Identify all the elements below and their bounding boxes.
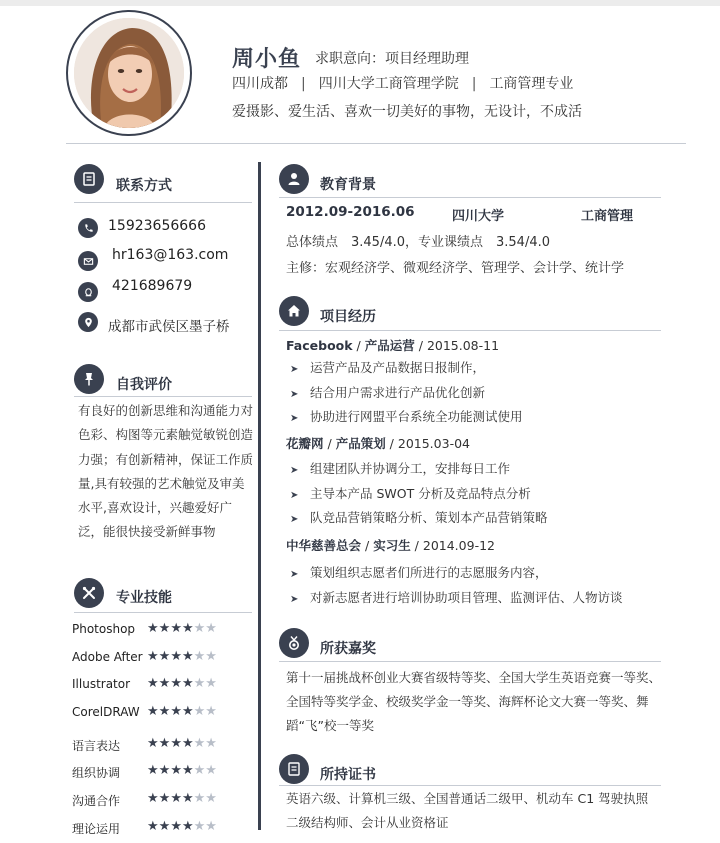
- email-text: hr163@163.com: [112, 247, 229, 263]
- star-empty-icon: ★: [193, 649, 206, 664]
- slash-separator: /: [361, 538, 374, 553]
- star-empty-icon: ★: [205, 704, 217, 719]
- star-filled-icon: ★: [181, 819, 194, 834]
- certs-line-1: 英语六级、计算机三级、全国普通话二级甲、机动车 C1 驾驶执照: [286, 791, 649, 806]
- star-filled-icon: ★: [170, 704, 182, 719]
- bullet-text: 运营产品及产品数据日报制作，: [310, 360, 486, 375]
- skill-rating: [147, 819, 217, 834]
- contact-divider: [74, 202, 252, 203]
- project-heading: [286, 536, 495, 554]
- star-empty-icon: ★: [205, 676, 217, 691]
- slash-separator: /: [352, 338, 365, 353]
- awards-section-title: 所获嘉奖: [320, 641, 376, 657]
- education-major: 工商管理: [581, 209, 634, 224]
- star-filled-icon: ★: [147, 791, 159, 806]
- education-divider: [279, 197, 661, 198]
- candidate-name: 周小鱼: [232, 47, 302, 72]
- star-empty-icon: ★: [193, 621, 206, 636]
- contact-section-icon: [74, 164, 104, 194]
- project-role: 实习生: [373, 538, 411, 553]
- star-filled-icon: ★: [147, 621, 159, 636]
- school-text: 四川大学工商管理学院: [318, 76, 459, 92]
- skill-rating: [147, 736, 217, 751]
- arrow-bullet-icon: ➤: [290, 489, 299, 501]
- star-empty-icon: ★: [205, 736, 217, 751]
- project-bullet: [290, 588, 623, 606]
- project-role: 产品运营: [364, 338, 415, 353]
- project-bullet: [290, 383, 485, 401]
- skill-rating: [147, 676, 217, 691]
- project-org: 花瓣网: [286, 436, 324, 451]
- slash-separator: /: [385, 436, 398, 451]
- bullet-text: 协助进行网盟平台系统全功能测试使用: [310, 409, 523, 424]
- star-filled-icon: ★: [181, 763, 194, 778]
- star-filled-icon: ★: [147, 649, 159, 664]
- project-date: 2015.08-11: [426, 338, 500, 353]
- star-filled-icon: ★: [147, 819, 159, 834]
- personal-motto: 爱摄影、爱生活、喜欢一切美好的事物，无设计，不成活: [232, 104, 582, 120]
- arrow-bullet-icon: ➤: [290, 593, 299, 605]
- project-org: Facebook: [286, 338, 353, 353]
- project-bullet: [290, 358, 485, 376]
- arrow-bullet-icon: ➤: [290, 569, 299, 580]
- bullet-text: 策划组织志愿者们所进行的志愿服务内容，: [310, 565, 548, 580]
- skill-label: 语言表达: [72, 739, 121, 753]
- star-filled-icon: ★: [158, 704, 171, 719]
- skills-section-icon: [74, 578, 104, 608]
- skill-label: 组织协调: [72, 766, 121, 780]
- star-empty-icon: ★: [205, 621, 217, 636]
- self-eval-section-icon: [74, 364, 104, 394]
- separator: |: [301, 76, 306, 92]
- star-filled-icon: ★: [158, 649, 171, 664]
- projects-section-icon: [279, 296, 309, 326]
- star-empty-icon: ★: [205, 791, 217, 806]
- bullet-text: 队竞品营销策略分析、策划本产品营销策略: [310, 510, 548, 525]
- arrow-bullet-icon: ➤: [290, 514, 299, 525]
- project-bullet: [290, 563, 548, 581]
- education-section-icon: [279, 164, 309, 194]
- location-text: 四川成都: [232, 76, 288, 92]
- star-filled-icon: ★: [158, 676, 171, 691]
- star-filled-icon: ★: [147, 763, 159, 778]
- skill-label: Photoshop: [72, 622, 136, 636]
- star-filled-icon: ★: [158, 819, 171, 834]
- column-divider: [258, 162, 261, 830]
- skills-divider: [74, 612, 252, 613]
- star-empty-icon: ★: [193, 819, 206, 834]
- arrow-bullet-icon: ➤: [290, 413, 299, 424]
- star-filled-icon: ★: [181, 676, 194, 691]
- star-filled-icon: ★: [170, 676, 182, 691]
- arrow-bullet-icon: ➤: [290, 364, 299, 375]
- star-filled-icon: ★: [181, 649, 194, 664]
- job-intent: 求职意向：项目经理助理: [315, 51, 469, 67]
- education-school: 四川大学: [452, 209, 505, 224]
- certs-line-2: 二级结构师、会计从业资格证: [286, 815, 449, 830]
- star-filled-icon: ★: [158, 791, 171, 806]
- email-icon: [78, 251, 98, 271]
- qq-text: 421689679: [112, 278, 193, 294]
- bullet-text: 主导本产品 SWOT 分析及竞品特点分析: [310, 485, 531, 501]
- education-courses: 主修：宏观经济学、微观经济学、管理学、会计学、统计学: [286, 261, 625, 276]
- star-filled-icon: ★: [170, 649, 182, 664]
- slash-separator: /: [410, 538, 423, 553]
- header-divider: [66, 143, 686, 144]
- self-eval-text: 有良好的创新思维和沟通能力对色彩、构图等元素触觉敏锐创造力强；有创新精神，保证工作质量,具有较强的艺术触觉及审美水平,喜欢设计，兴趣爱好广泛，能很快接受新鲜事物: [78, 403, 254, 540]
- star-filled-icon: ★: [181, 791, 194, 806]
- star-filled-icon: ★: [158, 621, 171, 636]
- star-empty-icon: ★: [193, 736, 206, 751]
- star-filled-icon: ★: [147, 736, 159, 751]
- basic-info-line: [232, 73, 573, 93]
- star-empty-icon: ★: [193, 791, 206, 806]
- star-filled-icon: ★: [170, 736, 182, 751]
- location-pin-icon: [78, 312, 98, 332]
- star-filled-icon: ★: [181, 621, 194, 636]
- star-filled-icon: ★: [181, 704, 194, 719]
- education-gpa: 总体绩点 3.45/4.0，专业课绩点 3.54/4.0: [286, 235, 550, 250]
- slash-separator: /: [414, 338, 427, 353]
- separator: |: [471, 76, 477, 92]
- major-text: 工商管理专业: [489, 76, 574, 92]
- bullet-text: 对新志愿者进行培训协助项目管理、监测评估、人物访谈: [310, 589, 623, 605]
- project-bullet: [290, 484, 531, 502]
- star-filled-icon: ★: [170, 621, 182, 636]
- star-empty-icon: ★: [193, 763, 206, 778]
- projects-section-title: 项目经历: [320, 309, 376, 325]
- project-org: 中华慈善总会: [286, 538, 362, 553]
- project-date: 2014.09-12: [422, 538, 495, 553]
- star-filled-icon: ★: [158, 763, 171, 778]
- portrait-image: [74, 18, 184, 128]
- project-heading: [286, 336, 499, 354]
- self-eval-divider: [74, 396, 252, 397]
- skill-label: Illustrator: [72, 677, 131, 691]
- bullet-text: 组建团队并协调分工，安排每日工作: [310, 461, 511, 476]
- phone-text: 15923656666: [108, 218, 206, 234]
- star-filled-icon: ★: [147, 704, 159, 719]
- project-date: 2015.03-04: [397, 436, 470, 451]
- awards-divider: [279, 661, 661, 662]
- project-bullet: [290, 508, 548, 526]
- qq-icon: [78, 282, 98, 302]
- certs-section-title: 所持证书: [320, 767, 376, 783]
- star-empty-icon: ★: [205, 819, 217, 834]
- awards-section-icon: [279, 628, 309, 658]
- star-filled-icon: ★: [181, 736, 194, 751]
- star-empty-icon: ★: [205, 649, 217, 664]
- skill-rating: [147, 649, 217, 664]
- star-filled-icon: ★: [158, 736, 171, 751]
- star-filled-icon: ★: [170, 763, 182, 778]
- education-period: 2012.09-2016.06: [286, 204, 415, 220]
- address-text: 成都市武侯区墨子桥: [108, 319, 230, 335]
- phone-icon: [78, 218, 98, 238]
- self-eval-section-title: 自我评价: [116, 377, 172, 393]
- slash-separator: /: [323, 436, 336, 451]
- top-band: [0, 0, 720, 6]
- avatar: [74, 18, 184, 128]
- star-filled-icon: ★: [147, 676, 159, 691]
- star-filled-icon: ★: [170, 791, 182, 806]
- skill-rating: [147, 791, 217, 806]
- arrow-bullet-icon: ➤: [290, 465, 299, 476]
- certs-section-icon: [279, 754, 309, 784]
- skill-label: 理论运用: [72, 822, 121, 836]
- awards-text: 第十一届挑战杯创业大赛省级特等奖、全国大学生英语竞赛一等奖、全国特等奖学金、校级奖学金一等奖、海辉杯论文大赛一等奖、舞蹈“飞”校一等奖: [286, 670, 662, 733]
- skill-label: CorelDRAW: [72, 705, 140, 719]
- skills-section-title: 专业技能: [116, 590, 172, 606]
- education-section-title: 教育背景: [320, 177, 376, 193]
- star-empty-icon: ★: [193, 704, 206, 719]
- star-filled-icon: ★: [170, 819, 182, 834]
- skill-rating: [147, 704, 217, 719]
- star-empty-icon: ★: [205, 763, 217, 778]
- project-heading: [286, 434, 470, 452]
- skill-label: 沟通合作: [72, 794, 121, 808]
- star-empty-icon: ★: [193, 676, 206, 691]
- projects-divider: [279, 330, 661, 331]
- certs-divider: [279, 785, 661, 786]
- project-bullet: [290, 459, 510, 477]
- arrow-bullet-icon: ➤: [290, 388, 299, 400]
- avatar-frame: [66, 10, 192, 136]
- skill-rating: [147, 621, 217, 636]
- project-role: 产品策划: [335, 436, 386, 451]
- project-bullet: [290, 407, 523, 425]
- bullet-text: 结合用户需求进行产品优化创新: [310, 384, 486, 400]
- skill-label: Adobe After: [72, 650, 143, 664]
- skill-rating: [147, 763, 217, 778]
- contact-section-title: 联系方式: [116, 178, 172, 194]
